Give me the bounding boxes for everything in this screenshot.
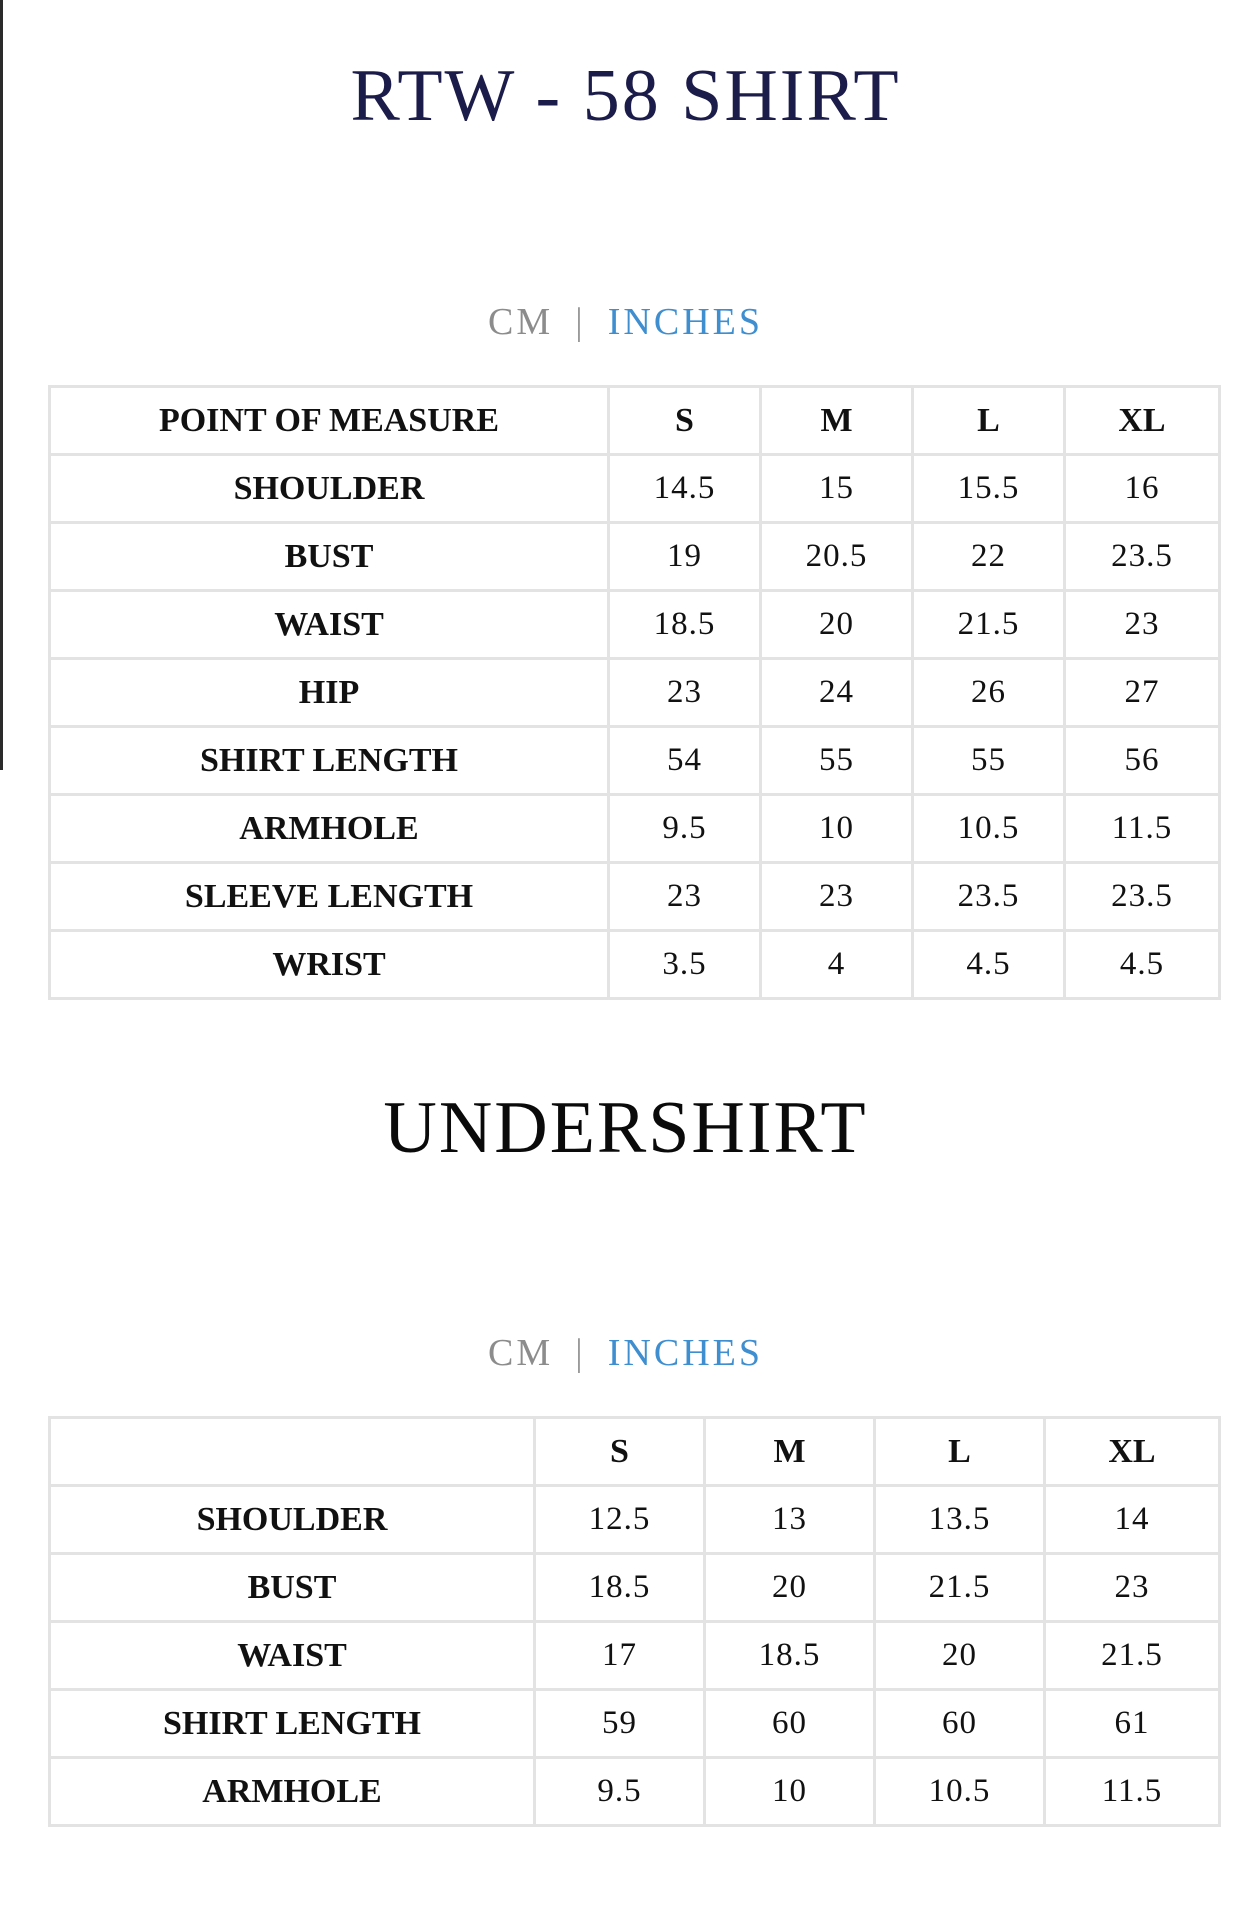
table-row	[50, 1486, 1220, 1554]
cell-value: 23.5	[1065, 863, 1220, 931]
cell-value: 22	[913, 523, 1065, 591]
table-row	[50, 1690, 1220, 1758]
table-header-row	[50, 387, 1220, 455]
table-header-row	[50, 1418, 1220, 1486]
cell-value: 20	[875, 1622, 1045, 1690]
undershirt-title: UNDERSHIRT	[383, 1087, 868, 1169]
cell-value: 24	[761, 659, 913, 727]
row-label: BUST	[50, 1554, 535, 1622]
header-point-of-measure: POINT OF MEASURE	[50, 387, 609, 455]
table-row	[50, 523, 1220, 591]
row-label: ARMHOLE	[50, 1758, 535, 1826]
cell-value: 26	[913, 659, 1065, 727]
header-size-m: M	[761, 387, 913, 455]
table-row	[50, 931, 1220, 999]
row-label: SHOULDER	[50, 455, 609, 523]
undershirt-unit-toggle	[0, 1331, 1251, 1375]
cell-value: 27	[1065, 659, 1220, 727]
cell-value: 18.5	[535, 1554, 705, 1622]
shirt-unit-inches[interactable]: INCHES	[607, 301, 763, 343]
shirt-unit-cm[interactable]: CM	[488, 301, 554, 343]
table-row	[50, 659, 1220, 727]
table-row	[50, 455, 1220, 523]
row-label: HIP	[50, 659, 609, 727]
cell-value: 54	[609, 727, 761, 795]
cell-value: 4.5	[1065, 931, 1220, 999]
shirt-unit-separator: |	[575, 301, 586, 343]
cell-value: 56	[1065, 727, 1220, 795]
cell-value: 10	[761, 795, 913, 863]
cell-value: 11.5	[1045, 1758, 1220, 1826]
cell-value: 20	[705, 1554, 875, 1622]
undershirt-unit-separator: |	[575, 1332, 586, 1374]
cell-value: 10.5	[875, 1758, 1045, 1826]
cell-value: 23	[1065, 591, 1220, 659]
undershirt-unit-cm[interactable]: CM	[488, 1332, 554, 1374]
cell-value: 15.5	[913, 455, 1065, 523]
undershirt-size-table	[48, 1416, 1221, 1827]
table-row	[50, 1622, 1220, 1690]
cell-value: 60	[705, 1690, 875, 1758]
table-row	[50, 863, 1220, 931]
cell-value: 55	[913, 727, 1065, 795]
cell-value: 21.5	[913, 591, 1065, 659]
cell-value: 17	[535, 1622, 705, 1690]
cell-value: 20.5	[761, 523, 913, 591]
shirt-unit-toggle	[0, 300, 1251, 344]
table-row	[50, 727, 1220, 795]
table-row	[50, 1554, 1220, 1622]
shirt-size-table	[48, 385, 1221, 1000]
row-label: SHIRT LENGTH	[50, 727, 609, 795]
row-label: WRIST	[50, 931, 609, 999]
header-point-of-measure	[50, 1418, 535, 1486]
cell-value: 11.5	[1065, 795, 1220, 863]
undershirt-unit-inches[interactable]: INCHES	[607, 1332, 763, 1374]
cell-value: 15	[761, 455, 913, 523]
cell-value: 19	[609, 523, 761, 591]
row-label: SHIRT LENGTH	[50, 1690, 535, 1758]
cell-value: 23.5	[1065, 523, 1220, 591]
cell-value: 9.5	[609, 795, 761, 863]
row-label: WAIST	[50, 591, 609, 659]
row-label: BUST	[50, 523, 609, 591]
cell-value: 61	[1045, 1690, 1220, 1758]
cell-value: 9.5	[535, 1758, 705, 1826]
cell-value: 23	[761, 863, 913, 931]
row-label: SHOULDER	[50, 1486, 535, 1554]
header-size-s: S	[609, 387, 761, 455]
shirt-title: RTW - 58 SHIRT	[350, 55, 901, 137]
cell-value: 60	[875, 1690, 1045, 1758]
cell-value: 3.5	[609, 931, 761, 999]
row-label: SLEEVE LENGTH	[50, 863, 609, 931]
row-label: ARMHOLE	[50, 795, 609, 863]
header-size-xl: XL	[1045, 1418, 1220, 1486]
cell-value: 18.5	[705, 1622, 875, 1690]
cell-value: 12.5	[535, 1486, 705, 1554]
row-label: WAIST	[50, 1622, 535, 1690]
header-size-l: L	[875, 1418, 1045, 1486]
cell-value: 4.5	[913, 931, 1065, 999]
cell-value: 23	[609, 659, 761, 727]
cell-value: 16	[1065, 455, 1220, 523]
cell-value: 20	[761, 591, 913, 659]
table-row	[50, 591, 1220, 659]
cell-value: 10.5	[913, 795, 1065, 863]
cell-value: 4	[761, 931, 913, 999]
cell-value: 14.5	[609, 455, 761, 523]
table-row	[50, 1758, 1220, 1826]
header-size-m: M	[705, 1418, 875, 1486]
cell-value: 23.5	[913, 863, 1065, 931]
header-size-s: S	[535, 1418, 705, 1486]
cell-value: 23	[1045, 1554, 1220, 1622]
table-row	[50, 795, 1220, 863]
cell-value: 18.5	[609, 591, 761, 659]
cell-value: 21.5	[1045, 1622, 1220, 1690]
cell-value: 21.5	[875, 1554, 1045, 1622]
cell-value: 23	[609, 863, 761, 931]
header-size-xl: XL	[1065, 387, 1220, 455]
cell-value: 14	[1045, 1486, 1220, 1554]
cell-value: 55	[761, 727, 913, 795]
header-size-l: L	[913, 387, 1065, 455]
cell-value: 13	[705, 1486, 875, 1554]
cell-value: 13.5	[875, 1486, 1045, 1554]
cell-value: 10	[705, 1758, 875, 1826]
cell-value: 59	[535, 1690, 705, 1758]
